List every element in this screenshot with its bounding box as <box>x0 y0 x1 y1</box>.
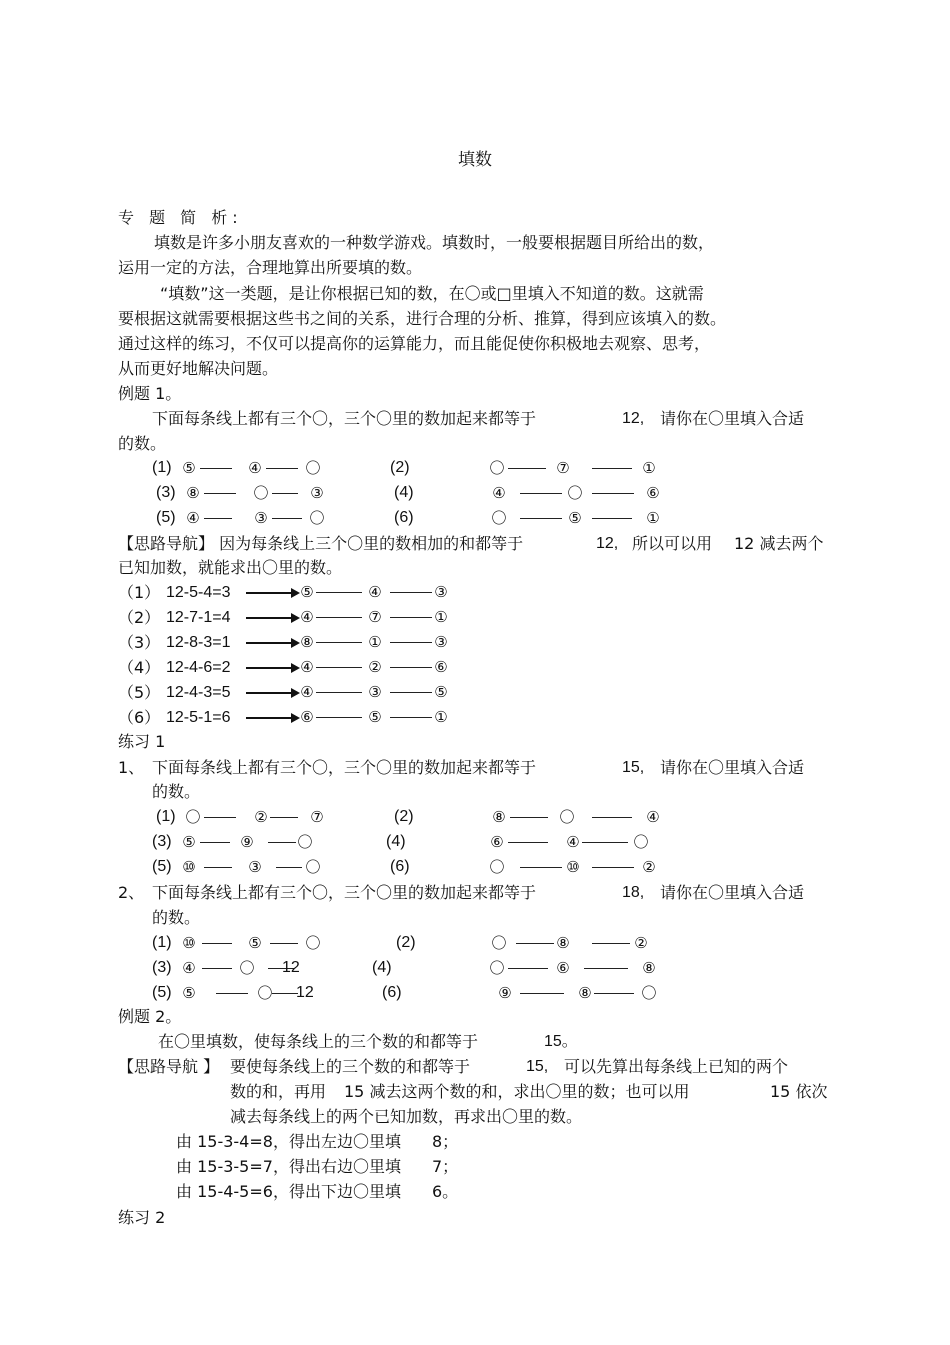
connector-line <box>592 943 630 944</box>
puzzle-circle: ⑨ <box>240 833 254 851</box>
example-2-step-text: 由 15-3-4=8，得出左边〇里填 <box>176 1132 401 1151</box>
practice-1-heading: 练习 1 <box>118 732 166 751</box>
puzzle-circle: 〇 <box>641 984 657 1002</box>
example-2-hint-part-a: 要使每条线上的三个数的和都等于 <box>230 1057 471 1076</box>
solution-circle: ③ <box>434 633 448 651</box>
puzzle-circle: 〇 <box>489 959 505 977</box>
puzzle-circle: 〇 <box>305 858 321 876</box>
example-1-hint-part-b: 所以可以用 <box>632 534 713 553</box>
arrow-icon <box>246 642 298 644</box>
puzzle-label: (6) <box>390 858 410 875</box>
connector-line <box>316 592 362 593</box>
connector-line <box>592 468 632 469</box>
puzzle-label: (3) <box>152 959 172 976</box>
puzzle-circle: ① <box>642 459 656 477</box>
solution-circle: ⑤ <box>434 683 448 701</box>
puzzle-label: (5) <box>152 984 172 1001</box>
connector-line <box>204 817 236 818</box>
solution-circle: ⑥ <box>434 658 448 676</box>
connector-line <box>520 993 564 994</box>
solution-label: （5） <box>118 683 161 702</box>
connector-line <box>390 667 432 668</box>
solution-circle: ④ <box>368 583 382 601</box>
solution-label: （1） <box>118 583 161 602</box>
puzzle-label: (2) <box>394 808 414 825</box>
arrow-icon <box>246 717 298 719</box>
example-2-hint-label: 【思路导航 】 <box>118 1057 220 1076</box>
puzzle-circle: ⑥ <box>490 833 504 851</box>
connector-line <box>520 518 562 519</box>
connector-line <box>200 842 230 843</box>
connector-line <box>270 943 298 944</box>
puzzle-circle: ③ <box>254 509 268 527</box>
intro-heading: 专 题 简 析: <box>118 208 243 227</box>
solution-circle: ② <box>368 658 382 676</box>
puzzle-circle: ⑩ <box>182 934 196 952</box>
puzzle-label: (3) <box>156 484 176 501</box>
puzzle-label: (4) <box>372 959 392 976</box>
connector-line <box>316 642 362 643</box>
puzzle-label: (5) <box>156 509 176 526</box>
puzzle-circle: ④ <box>186 509 200 527</box>
solution-equation: 12-4-6=2 <box>166 659 231 676</box>
solution-circle: ③ <box>434 583 448 601</box>
practice-1-q2-number-value: 18, <box>622 884 645 901</box>
connector-line <box>592 817 632 818</box>
puzzle-label: (6) <box>382 984 402 1001</box>
puzzle-circle: ④ <box>646 808 660 826</box>
puzzle-circle: ④ <box>182 959 196 977</box>
puzzle-circle: ② <box>634 934 648 952</box>
connector-line <box>316 617 362 618</box>
puzzle-circle: ⑤ <box>248 934 262 952</box>
example-1-question-line-2: 的数。 <box>118 434 167 453</box>
arrow-icon <box>246 667 298 669</box>
connector-line <box>202 968 232 969</box>
solution-label: （6） <box>118 708 161 727</box>
practice-1-q2-number: 2、 <box>118 883 145 902</box>
puzzle-circle: 〇 <box>633 833 649 851</box>
practice-1-q2-line-2: 的数。 <box>152 908 201 927</box>
practice-1-q1-part-b: 请你在〇里填入合适 <box>660 758 805 777</box>
puzzle-label: (1) <box>156 808 176 825</box>
puzzle-circle: ⑤ <box>182 984 196 1002</box>
example-1-hint-part-c: 12 减去两个 <box>734 534 824 553</box>
solution-circle: ① <box>434 608 448 626</box>
connector-line <box>216 993 248 994</box>
solution-label: （2） <box>118 608 161 627</box>
connector-line <box>390 642 432 643</box>
solution-circle: ④ <box>300 658 314 676</box>
example-1-hint-line-2: 已知加数，就能求出〇里的数。 <box>118 558 343 577</box>
solution-circle: ① <box>368 633 382 651</box>
practice-1-q1-part-a: 下面每条线上都有三个〇，三个〇里的数加起来都等于 <box>152 758 537 777</box>
connector-line <box>272 493 298 494</box>
connector-line <box>584 968 628 969</box>
example-2-step-text: 由 15-3-5=7，得出右边〇里填 <box>176 1157 401 1176</box>
puzzle-label: (6) <box>394 509 414 526</box>
connector-line <box>592 867 634 868</box>
puzzle-circle: ③ <box>310 484 324 502</box>
puzzle-circle: ④ <box>492 484 506 502</box>
example-2-question-number: 15。 <box>544 1033 578 1050</box>
solution-circle: ③ <box>368 683 382 701</box>
puzzle-circle: ⑥ <box>646 484 660 502</box>
connector-line <box>508 968 548 969</box>
solution-equation: 12-7-1=4 <box>166 609 231 626</box>
connector-line <box>520 867 562 868</box>
intro-paragraph-1-line-1: 填数是许多小朋友喜欢的一种数学游戏。填数时，一般要根据题目所给出的数， <box>154 233 715 252</box>
solution-circle: ① <box>434 708 448 726</box>
example-2-hint-part-b: 可以先算出每条线上已知的两个 <box>564 1057 789 1076</box>
connector-line <box>272 518 302 519</box>
connector-line <box>316 667 362 668</box>
puzzle-label: (1) <box>152 934 172 951</box>
connector-line <box>266 468 298 469</box>
puzzle-circle: ② <box>254 808 268 826</box>
puzzle-label: (5) <box>152 858 172 875</box>
solution-circle: ④ <box>300 683 314 701</box>
solution-circle: ⑤ <box>368 708 382 726</box>
puzzle-label: (4) <box>386 833 406 850</box>
intro-paragraph-1-line-2: 运用一定的方法，合理地算出所要填的数。 <box>118 258 423 277</box>
practice-1-q2-part-a: 下面每条线上都有三个〇，三个〇里的数加起来都等于 <box>152 883 537 902</box>
puzzle-circle: 〇 <box>239 959 255 977</box>
puzzle-circle: ⑤ <box>182 459 196 477</box>
page-title: 填数 <box>458 150 492 170</box>
arrow-icon <box>246 692 298 694</box>
puzzle-label: (3) <box>152 833 172 850</box>
solution-equation: 12-5-1=6 <box>166 709 231 726</box>
example-2-hint-line-2-c: 15 依次 <box>770 1082 828 1101</box>
puzzle-circle: 〇 <box>559 808 575 826</box>
connector-line <box>390 692 432 693</box>
practice-1-q1-line-2: 的数。 <box>152 782 201 801</box>
connector-line <box>508 468 546 469</box>
arrow-icon <box>246 592 298 594</box>
solution-equation: 12-5-4=3 <box>166 584 231 601</box>
puzzle-circle: ① <box>646 509 660 527</box>
puzzle-circle: ⑧ <box>578 984 592 1002</box>
connector-line <box>204 867 232 868</box>
example-2-hint-line-2-a: 数的和，再用 <box>230 1082 327 1101</box>
connector-line <box>316 692 362 693</box>
solution-circle: ⑦ <box>368 608 382 626</box>
intro-paragraph-2-line-1: “填数”这一类题，是让你根据已知的数，在〇或□里填入不知道的数。这就需 <box>160 284 704 303</box>
connector-line <box>204 493 236 494</box>
example-2-step-answer: 6。 <box>432 1182 459 1201</box>
connector-line <box>516 943 554 944</box>
solution-equation: 12-8-3=1 <box>166 634 231 651</box>
intro-paragraph-2-line-2: 要根据这就需要根据这些书之间的关系，进行合理的分析、推算，得到应该填入的数。 <box>118 309 727 328</box>
puzzle-circle: 〇 <box>491 509 507 527</box>
example-2-step-text: 由 15-4-5=6，得出下边〇里填 <box>176 1182 401 1201</box>
puzzle-circle: ④ <box>248 459 262 477</box>
solution-circle: ⑥ <box>300 708 314 726</box>
practice-1-q1-number: 1、 <box>118 758 145 777</box>
puzzle-label: (2) <box>396 934 416 951</box>
puzzle-circle: ⑩ <box>182 858 196 876</box>
connector-line <box>276 867 302 868</box>
solution-circle: ⑤ <box>300 583 314 601</box>
puzzle-label: (1) <box>152 459 172 476</box>
puzzle-circle: ⑧ <box>186 484 200 502</box>
puzzle-circle: ⑦ <box>310 808 324 826</box>
puzzle-circle: 〇 <box>253 484 269 502</box>
puzzle-circle: ③ <box>248 858 262 876</box>
example-2-hint-line-2-b: 15 减去这两个数的和，求出〇里的数；也可以用 <box>344 1082 690 1101</box>
puzzle-circle: 〇 <box>305 934 321 952</box>
puzzle-circle: ⑥ <box>556 959 570 977</box>
example-1-heading: 例题 1。 <box>118 384 182 403</box>
puzzle-circle: ⑧ <box>492 808 506 826</box>
connector-line <box>592 493 634 494</box>
puzzle-label: (4) <box>394 484 414 501</box>
example-1-question-part-b: 请你在〇里填入合适 <box>660 409 805 428</box>
connector-line <box>202 943 232 944</box>
puzzle-value: 12 <box>296 984 314 1001</box>
intro-paragraph-2-line-3: 通过这样的练习，不仅可以提高你的运算能力，而且能促使你积极地去观察、思考， <box>118 334 711 353</box>
puzzle-label: (2) <box>390 459 410 476</box>
example-2-step-answer: 7； <box>432 1157 459 1176</box>
puzzle-circle: ⑦ <box>556 459 570 477</box>
solution-equation: 12-4-3=5 <box>166 684 231 701</box>
connector-line <box>268 842 296 843</box>
puzzle-circle: ⑧ <box>642 959 656 977</box>
connector-line <box>592 518 632 519</box>
puzzle-circle: 〇 <box>185 808 201 826</box>
puzzle-circle: ④ <box>566 833 580 851</box>
connector-line <box>390 592 432 593</box>
connector-line <box>510 817 548 818</box>
connector-line <box>316 717 362 718</box>
connector-line <box>204 518 232 519</box>
example-2-hint-number: 15, <box>526 1058 549 1075</box>
solution-label: （4） <box>118 658 161 677</box>
practice-1-q2-part-b: 请你在〇里填入合适 <box>660 883 805 902</box>
example-2-step-answer: 8； <box>432 1132 459 1151</box>
example-1-question-number: 12, <box>622 410 645 427</box>
example-1-question-part-a: 下面每条线上都有三个〇，三个〇里的数加起来都等于 <box>152 409 537 428</box>
puzzle-circle: 〇 <box>489 459 505 477</box>
puzzle-circle: ⑨ <box>498 984 512 1002</box>
example-2-question: 在〇里填数，使每条线上的三个数的和都等于 <box>158 1032 479 1051</box>
connector-line <box>200 468 232 469</box>
connector-line <box>272 993 298 994</box>
practice-2-heading: 练习 2 <box>118 1208 166 1227</box>
connector-line <box>582 842 628 843</box>
puzzle-circle: 〇 <box>489 858 505 876</box>
puzzle-circle: ② <box>642 858 656 876</box>
solution-circle: ④ <box>300 608 314 626</box>
puzzle-circle: 〇 <box>305 459 321 477</box>
puzzle-circle: ⑤ <box>182 833 196 851</box>
arrow-icon <box>246 617 298 619</box>
puzzle-circle: 〇 <box>257 984 273 1002</box>
example-2-hint-line-3: 减去每条线上的两个已知加数，再求出〇里的数。 <box>230 1107 583 1126</box>
example-2-heading: 例题 2。 <box>118 1007 182 1026</box>
connector-line <box>508 842 548 843</box>
puzzle-value: 12 <box>282 959 300 976</box>
solution-circle: ⑧ <box>300 633 314 651</box>
example-1-hint-part-a: 【思路导航】 因为每条线上三个〇里的数相加的和都等于 <box>118 534 524 553</box>
puzzle-circle: ⑤ <box>568 509 582 527</box>
puzzle-circle: ⑩ <box>566 858 580 876</box>
puzzle-circle: ⑧ <box>556 934 570 952</box>
connector-line <box>390 617 432 618</box>
solution-label: （3） <box>118 633 161 652</box>
puzzle-circle: 〇 <box>491 934 507 952</box>
connector-line <box>270 817 298 818</box>
puzzle-circle: 〇 <box>567 484 583 502</box>
connector-line <box>390 717 432 718</box>
connector-line <box>520 493 562 494</box>
example-1-hint-number: 12, <box>596 535 619 552</box>
practice-1-q1-number-value: 15, <box>622 759 645 776</box>
puzzle-circle: 〇 <box>309 509 325 527</box>
intro-paragraph-2-line-4: 从而更好地解决问题。 <box>118 359 279 378</box>
connector-line <box>594 993 634 994</box>
puzzle-circle: 〇 <box>297 833 313 851</box>
